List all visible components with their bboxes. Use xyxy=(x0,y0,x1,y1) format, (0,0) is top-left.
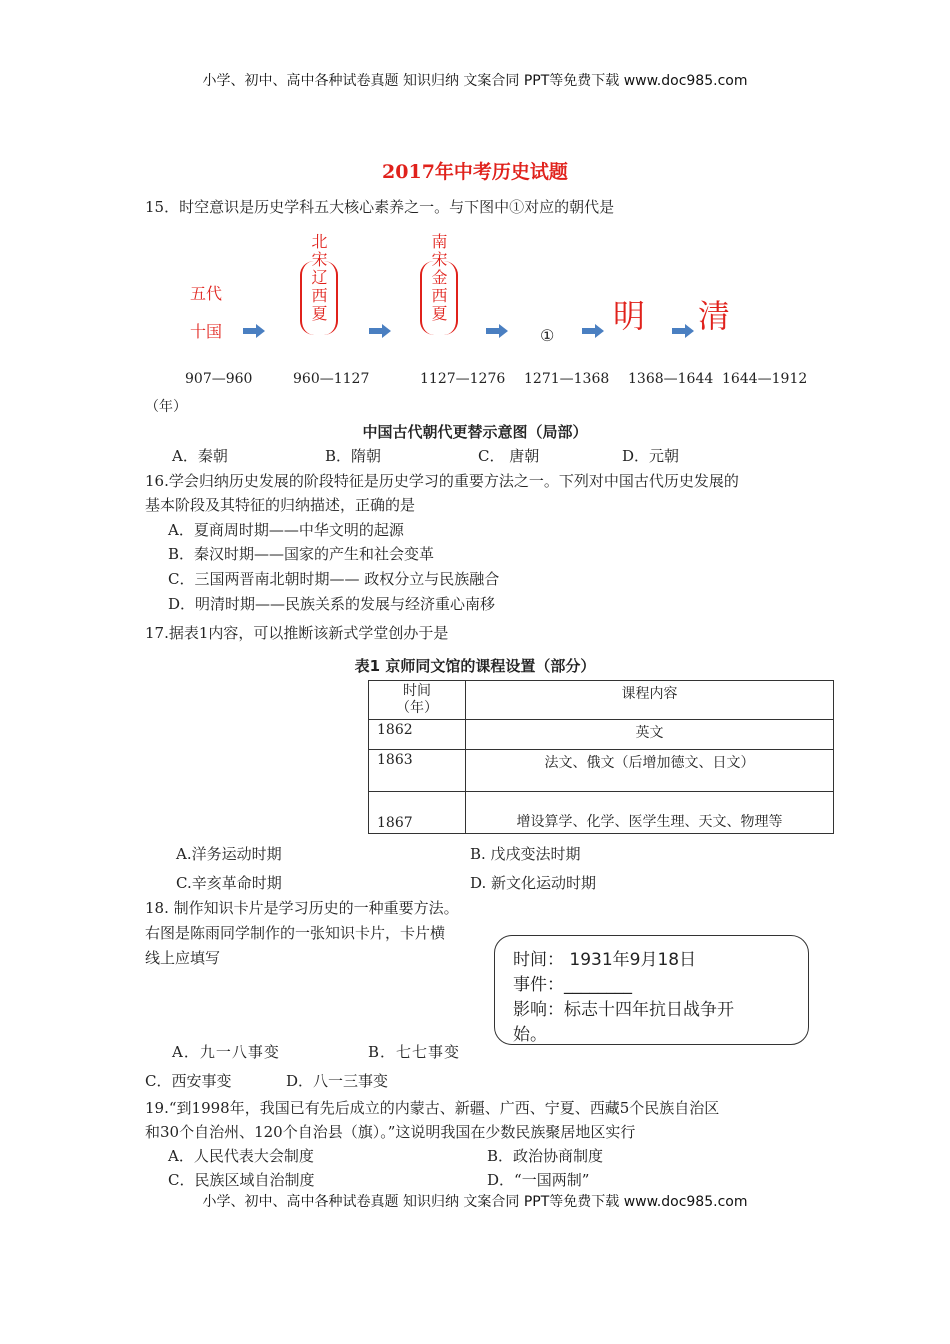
table-header-time xyxy=(369,681,466,720)
q16-option-a[interactable]: A．夏商周时期——中华文明的起源 xyxy=(168,521,404,539)
year-range: 1127—1276 xyxy=(420,371,506,387)
question-18-stem-cont: 右图是陈雨同学制作的一张知识卡片，卡片横 xyxy=(145,924,446,942)
year-range: 1644—1912 xyxy=(722,371,808,387)
card-event-line: 事件：________ xyxy=(513,975,632,995)
table-header-content: 课程内容 xyxy=(466,681,834,720)
year-unit: （年） xyxy=(145,399,187,415)
q15-option-d[interactable]: D．元朝 xyxy=(622,447,680,465)
q19-option-c[interactable]: C．民族区域自治制度 xyxy=(168,1171,315,1189)
q19-option-a[interactable]: A．人民代表大会制度 xyxy=(168,1147,314,1165)
q15-option-c[interactable]: C． 唐朝 xyxy=(478,447,540,465)
page-title: 2017年中考历史试题 xyxy=(382,161,568,183)
year-range: 960—1127 xyxy=(293,371,370,387)
question-15-stem: 15．时空意识是历史学科五大核心素养之一。与下图中①对应的朝代是 xyxy=(145,198,615,216)
card-impact-line-cont: 始。 xyxy=(513,1025,547,1045)
dynasty-diagram xyxy=(0,225,950,415)
question-18-stem: 18. 制作知识卡片是学习历史的一种重要方法。 xyxy=(145,899,459,917)
ming-label: 明 xyxy=(613,297,646,335)
arrow-right-icon xyxy=(582,324,604,338)
table-cell-content: 法文、俄文（后增加德文、日文） xyxy=(466,750,834,792)
card-time-line: 时间： 1931年9月18日 xyxy=(513,950,697,970)
year-range: 1368—1644 xyxy=(628,371,714,387)
table-cell-year: 1863 xyxy=(369,750,466,792)
question-18-stem-end: 线上应填写 xyxy=(145,949,221,967)
q16-option-b[interactable]: B．秦汉时期——国家的产生和社会变革 xyxy=(168,545,435,563)
question-19-stem-cont: 和30个自治州、120个自治县（旗）。”这说明我国在少数民族聚居地区实行 xyxy=(145,1123,636,1141)
shiguo-label: 十国 xyxy=(190,322,223,341)
q18-option-d[interactable]: D．八一三事变 xyxy=(286,1072,389,1090)
qing-label: 清 xyxy=(698,297,731,335)
q15-option-a[interactable]: A．秦朝 xyxy=(172,447,228,465)
dynasty-marker-1: ① xyxy=(540,326,555,345)
q18-option-c[interactable]: C．西安事变 xyxy=(145,1072,232,1090)
card-impact-line: 影响：标志十四年抗日战争开 xyxy=(513,1000,734,1020)
arrow-right-icon xyxy=(243,324,265,338)
table-cell-year: 1862 xyxy=(369,720,466,750)
q17-option-d[interactable]: D. 新文化运动时期 xyxy=(470,874,597,892)
q17-option-a[interactable]: A.洋务运动时期 xyxy=(176,845,282,863)
question-17-stem: 17.据表1内容，可以推断该新式学堂创办于是 xyxy=(145,624,449,642)
q18-option-b[interactable]: B．七七事变 xyxy=(368,1043,461,1061)
knowledge-card xyxy=(494,935,809,1045)
course-table xyxy=(368,680,834,834)
q15-option-b[interactable]: B．隋朝 xyxy=(325,447,382,465)
q16-option-c[interactable]: C．三国两晋南北朝时期—— 政权分立与民族融合 xyxy=(168,570,500,588)
table-row xyxy=(369,792,834,834)
question-16-stem: 16.学会归纳历史发展的阶段特征是历史学习的重要方法之一。下列对中国古代历史发展的 xyxy=(145,472,739,490)
table-cell-content: 增设算学、化学、医学生理、天文、物理等 xyxy=(466,792,834,834)
question-16-stem-cont: 基本阶段及其特征的归纳描述，正确的是 xyxy=(145,496,416,514)
q17-option-b[interactable]: B. 戊戌变法时期 xyxy=(470,845,581,863)
diagram-caption: 中国古代朝代更替示意图（局部） xyxy=(362,423,588,441)
q19-option-d[interactable]: D．“一国两制” xyxy=(487,1171,590,1189)
q17-option-c[interactable]: C.辛亥革命时期 xyxy=(176,874,282,892)
page-footer: 小学、初中、高中各种试卷真题 知识归纳 文案合同 PPT等免费下载 www.doc985.com xyxy=(202,1194,748,1210)
arrow-right-icon xyxy=(369,324,391,338)
q19-option-b[interactable]: B．政治协商制度 xyxy=(487,1147,604,1165)
page-header: 小学、初中、高中各种试卷真题 知识归纳 文案合同 PPT等免费下载 www.doc985.com xyxy=(202,73,748,89)
table-header-time-unit: （年） xyxy=(396,700,438,716)
question-19-stem: 19.“到1998年，我国已有先后成立的内蒙古、新疆、广西、宁夏、西藏5个民族自治区 xyxy=(145,1099,720,1117)
table-caption: 表1 京师同文馆的课程设置（部分） xyxy=(354,657,596,675)
group2-label: 南宋金西夏 xyxy=(429,233,448,323)
year-range: 1271—1368 xyxy=(524,371,610,387)
table-row xyxy=(369,720,834,750)
q18-option-a[interactable]: A．九一八事变 xyxy=(172,1043,280,1061)
year-range: 907—960 xyxy=(185,371,253,387)
arrow-right-icon xyxy=(672,324,694,338)
table-cell-year: 1867 xyxy=(369,792,466,834)
table-cell-content: 英文 xyxy=(466,720,834,750)
table-row xyxy=(369,750,834,792)
arrow-right-icon xyxy=(486,324,508,338)
table-header-time-label: 时间 xyxy=(403,683,431,699)
wudai-label: 五代 xyxy=(190,284,223,303)
group1-label: 北宋辽西夏 xyxy=(309,233,328,323)
q16-option-d[interactable]: D．明清时期——民族关系的发展与经济重心南移 xyxy=(168,595,496,613)
